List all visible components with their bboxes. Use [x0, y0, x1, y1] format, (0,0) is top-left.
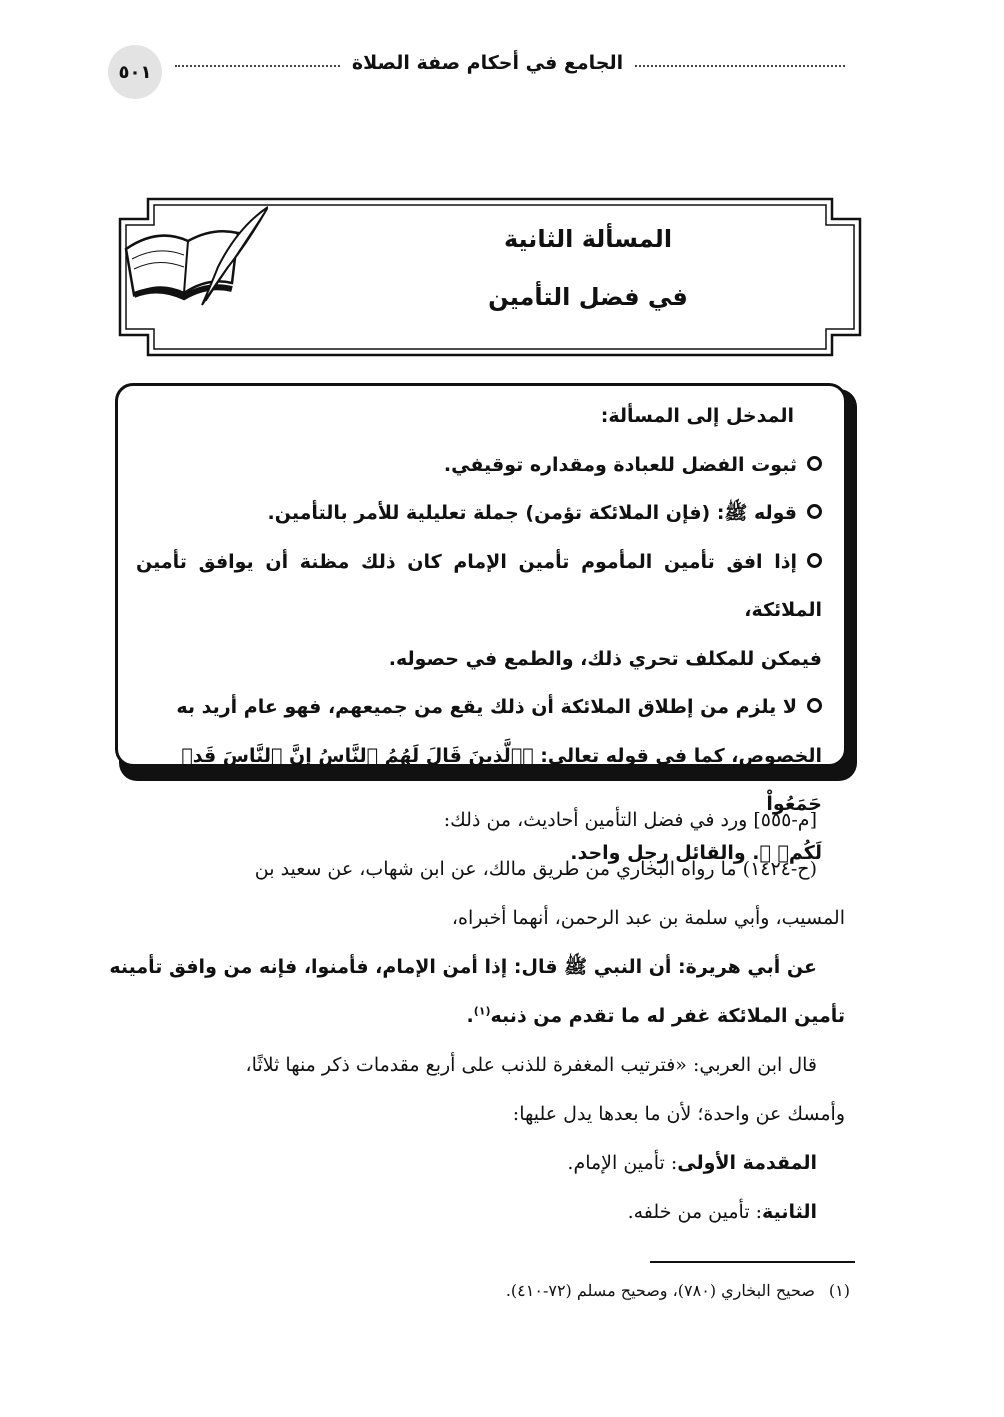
header-rule-left — [175, 65, 340, 67]
circle-bullet-icon — [807, 698, 822, 713]
body-line: [م-٥٥٥] ورد في فضل التأمين أحاديث، من ذلك: — [443, 809, 817, 831]
running-title: الجامع في أحكام صفة الصلاة — [351, 52, 624, 74]
bullet-text: ثبوت الفضل للعبادة ومقداره توقيفي. — [443, 453, 797, 476]
footnote-number: (١) — [828, 1281, 850, 1300]
body-line: المسيب، وأبي سلمة بن عبد الرحمن، أنهما أخبراه، — [451, 907, 845, 929]
bullet-continuation: لَكُمۡ ﴾. والقائل رجل واحد. — [570, 841, 822, 864]
body-line — [115, 1139, 845, 1188]
circle-bullet-icon — [807, 456, 822, 471]
body-line: قال ابن العربي: «فترتيب المغفرة للذنب على أربع مقدمات ذكر منها ثلاثًا، — [245, 1054, 817, 1076]
body-line: (ح-١٤٢٤) ما رواه البخاري من طريق مالك، عن ابن شهاب، عن سعيد بن — [254, 858, 817, 880]
intro-bullet — [136, 538, 822, 635]
body-line — [115, 1188, 845, 1237]
page-number: ٥٠١ — [108, 45, 162, 99]
chapter-subtitle: في فضل التأمين — [488, 283, 688, 311]
hadith-end: . — [466, 1005, 474, 1027]
bullet-text: إذا افق تأمين المأموم تأمين الإمام كان ذلك مظنة أن يوافق تأمين الملائكة، — [136, 550, 822, 621]
footnote-divider — [650, 1261, 855, 1263]
bullet-text: قوله ﷺ: (فإن الملائكة تؤمن) جملة تعليلية للأمر بالتأمين. — [267, 502, 797, 524]
bullet-continuation: فيمكن للمكلف تحري ذلك، والطمع في حصوله. — [388, 647, 822, 670]
body-text — [109, 796, 845, 1237]
premise-label: المقدمة الأولى — [677, 1152, 817, 1174]
intro-bullet — [136, 441, 822, 490]
chapter-title-frame — [118, 197, 862, 357]
circle-bullet-icon — [807, 553, 822, 568]
intro-bullet — [136, 683, 822, 732]
hadith-line: عن أبي هريرة: أن النبي ﷺ قال: إذا أمن الإمام، فأمنوا، فإنه من وافق تأمينه — [109, 956, 817, 978]
book-and-quill-icon — [118, 197, 268, 317]
footnote-ref[interactable]: (١) — [473, 1004, 491, 1018]
chapter-title: المسألة الثانية — [503, 225, 673, 253]
footnote — [330, 1281, 850, 1300]
intro-bullet — [136, 489, 822, 538]
bullet-continuation: الخصوص، كما في قوله تعالى: ﴿ٱلَّذِينَ قَالَ لَهُمُ ٱلنَّاسُ إِنَّ ٱلنَّاسَ قَدۡ جَمَعُواْ — [181, 744, 822, 815]
hadith-line — [115, 992, 845, 1041]
hadith-text: تأمين الملائكة غفر له ما تقدم من ذنبه — [490, 1005, 845, 1027]
premise-text: : تأمين الإمام. — [567, 1152, 678, 1174]
body-line: وأمسك عن واحدة؛ لأن ما بعدها يدل عليها: — [512, 1103, 845, 1125]
bullet-text: لا يلزم من إطلاق الملائكة أن ذلك يقع من جميعهم، فهو عام أريد به — [176, 696, 797, 718]
intro-heading: المدخل إلى المسألة: — [600, 405, 794, 427]
footnote-text: صحيح البخاري (٧٨٠)، وصحيح مسلم (٧٢-٤١٠). — [505, 1281, 815, 1300]
circle-bullet-icon — [807, 504, 822, 519]
premise-label: الثانية — [762, 1201, 817, 1223]
header-rule-right — [635, 65, 845, 67]
premise-text: : تأمين من خلفه. — [627, 1201, 763, 1223]
